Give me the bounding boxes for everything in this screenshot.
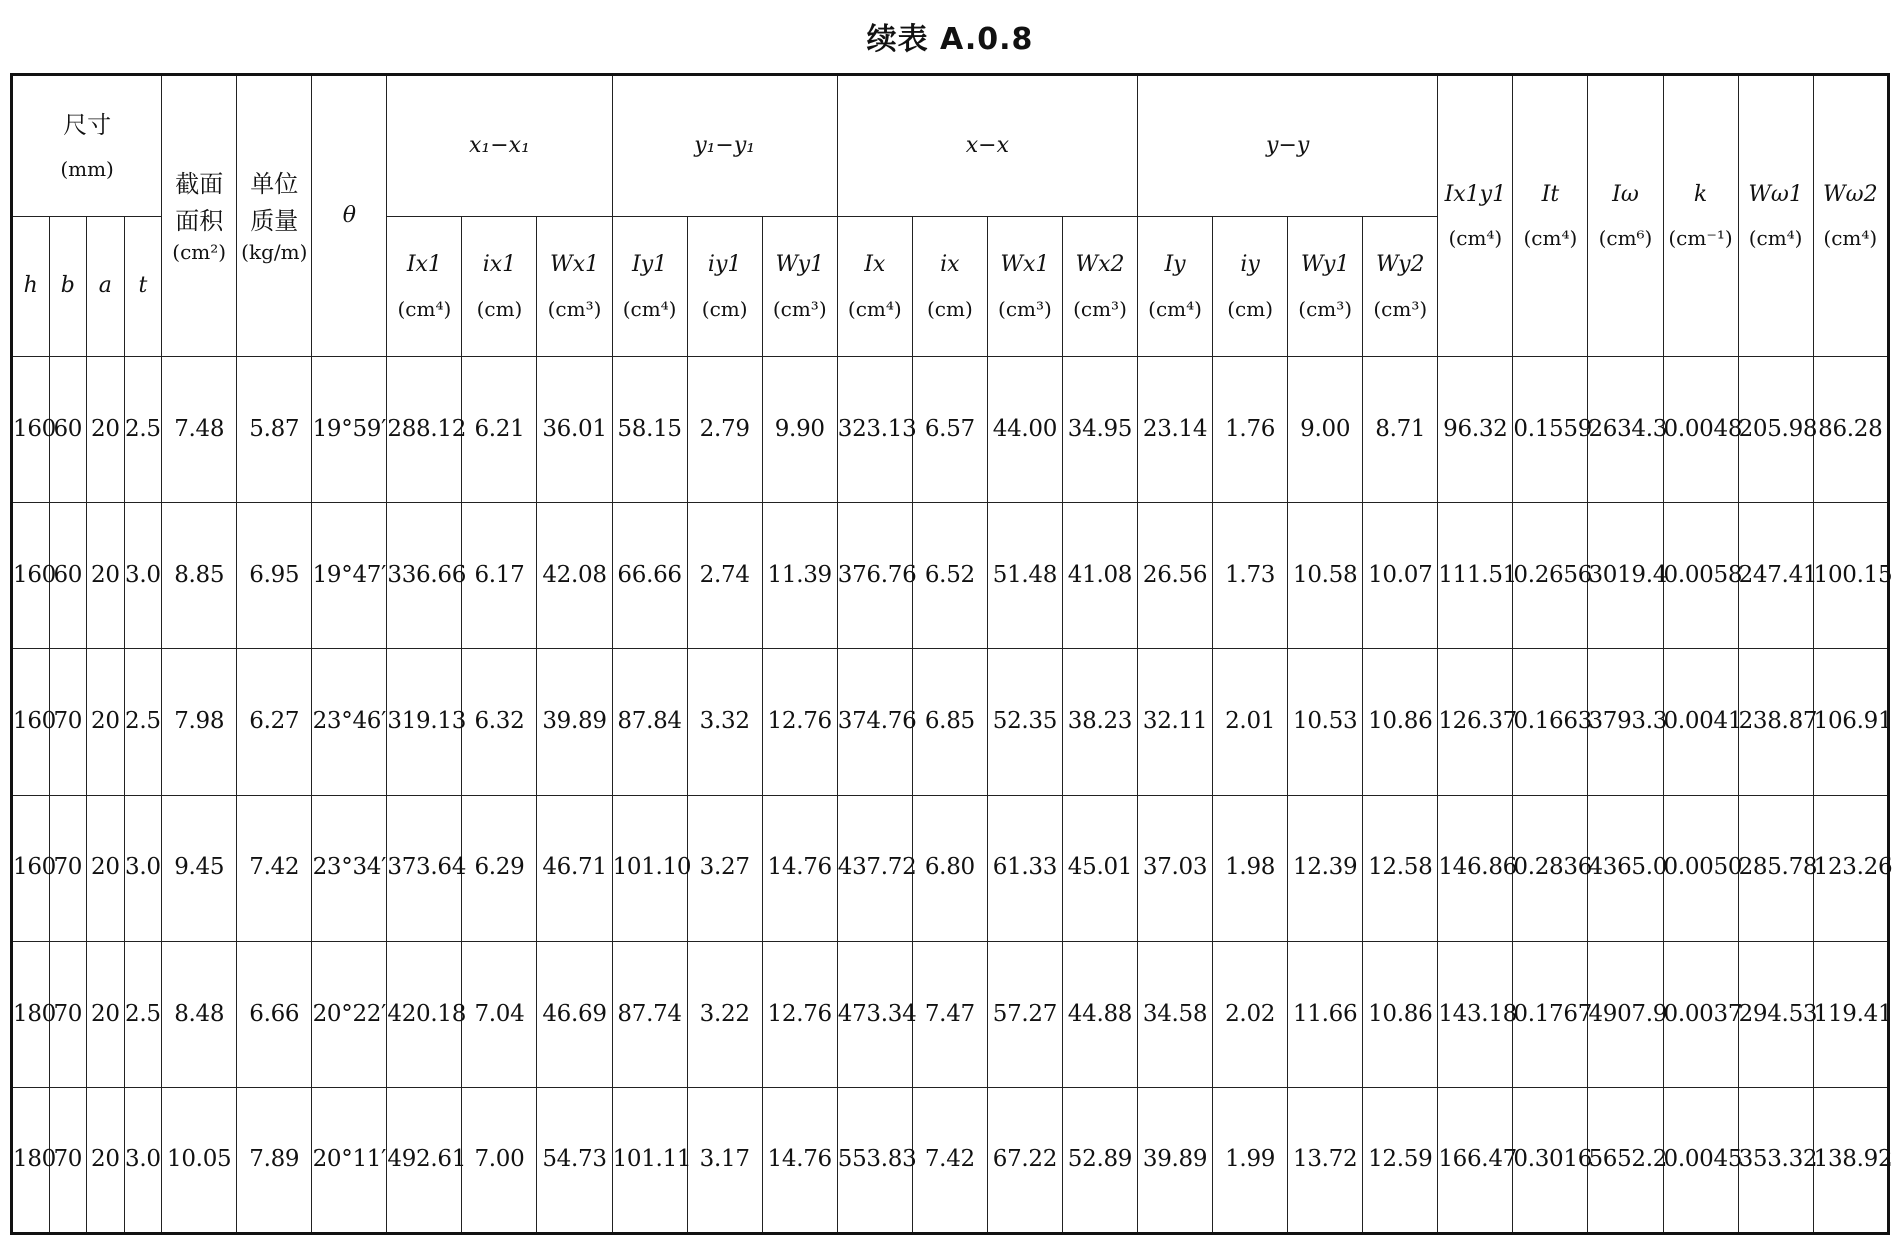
table-cell: 6.57 (912, 357, 987, 503)
subheader-0 (387, 217, 462, 357)
area-header (162, 75, 237, 357)
table-cell: 373.64 (387, 795, 462, 941)
subheader-12 (1288, 217, 1363, 357)
table-cell: 1.99 (1213, 1087, 1288, 1233)
table-cell: 6.29 (462, 795, 537, 941)
subheader-9 (1062, 217, 1137, 357)
subheader-unit-1: (cm) (476, 296, 523, 321)
subheader-unit-8: (cm³) (998, 296, 1052, 321)
table-cell: 44.88 (1062, 941, 1137, 1087)
table-cell: 5.87 (237, 357, 312, 503)
dimensions-unit: (mm) (60, 157, 114, 182)
table-cell: 19°47′ (312, 503, 387, 649)
table-cell: 3019.4 (1588, 503, 1663, 649)
table-cell: 0.0037 (1663, 941, 1738, 1087)
table-cell: 6.66 (237, 941, 312, 1087)
table-cell: 288.12 (387, 357, 462, 503)
table-cell: 100.15 (1813, 503, 1888, 649)
table-cell: 160 (12, 503, 50, 649)
table-title: 续表 A.0.8 (866, 22, 1034, 57)
table-cell: 2.79 (687, 357, 762, 503)
table-cell: 70 (49, 649, 87, 795)
table-cell: 106.91 (1813, 649, 1888, 795)
table-cell: 1.98 (1213, 795, 1288, 941)
table-cell: 4907.9 (1588, 941, 1663, 1087)
table-cell: 20 (87, 357, 125, 503)
right-sym-5: Wω2 (1823, 181, 1878, 207)
subheader-5 (762, 217, 837, 357)
table-cell: 10.58 (1288, 503, 1363, 649)
right-sym-4: Wω1 (1748, 181, 1803, 207)
table-cell: 2.74 (687, 503, 762, 649)
table-cell: 143.18 (1438, 941, 1513, 1087)
table-cell: 123.26 (1813, 795, 1888, 941)
table-cell: 160 (12, 795, 50, 941)
subheader-2 (537, 217, 612, 357)
dimensions-header (12, 75, 162, 217)
table-cell: 41.08 (1062, 503, 1137, 649)
table-cell: 473.34 (837, 941, 912, 1087)
table-row (12, 503, 1889, 649)
table-cell: 66.66 (612, 503, 687, 649)
table-cell: 5652.2 (1588, 1087, 1663, 1233)
table-cell: 323.13 (837, 357, 912, 503)
right-sym-0: Ix1y1 (1444, 181, 1507, 207)
table-cell: 19°59′ (312, 357, 387, 503)
table-cell: 70 (49, 941, 87, 1087)
right-unit-3: (cm⁻¹) (1668, 226, 1733, 251)
subheader-sym-9: Wx2 (1075, 252, 1125, 278)
subheader-unit-6: (cm⁴) (847, 296, 902, 321)
table-cell: 138.92 (1813, 1087, 1888, 1233)
table-cell: 4365.0 (1588, 795, 1663, 941)
table-cell: 166.47 (1438, 1087, 1513, 1233)
right-sym-1: It (1541, 181, 1560, 207)
group-y1-y1: y₁−y₁ (612, 75, 837, 217)
table-cell: 146.86 (1438, 795, 1513, 941)
table-cell: 437.72 (837, 795, 912, 941)
table-row (12, 941, 1889, 1087)
table-cell: 20 (87, 503, 125, 649)
table-cell: 7.47 (912, 941, 987, 1087)
table-cell: 0.1559 (1513, 357, 1588, 503)
table-cell: 46.71 (537, 795, 612, 941)
right-header-5 (1813, 75, 1888, 357)
group-y-y: y−y (1138, 75, 1438, 217)
subheader-sym-12: Wy1 (1300, 252, 1350, 278)
table-cell: 20 (87, 795, 125, 941)
table-cell: 8.85 (162, 503, 237, 649)
table-cell: 376.76 (837, 503, 912, 649)
right-header-2 (1588, 75, 1663, 357)
table-cell: 46.69 (537, 941, 612, 1087)
subheader-sym-3: Iy1 (632, 252, 668, 278)
table-cell: 12.39 (1288, 795, 1363, 941)
mass-unit: (kg/m) (241, 240, 308, 265)
subheader-sym-6: Ix (864, 252, 886, 278)
table-cell: 6.80 (912, 795, 987, 941)
subheader-8 (987, 217, 1062, 357)
subheader-unit-11: (cm) (1227, 296, 1273, 321)
table-cell: 3.22 (687, 941, 762, 1087)
subheader-unit-12: (cm³) (1298, 296, 1353, 321)
table-cell: 3.0 (124, 503, 162, 649)
group-x-x: x−x (837, 75, 1137, 217)
subheader-unit-5: (cm³) (772, 296, 827, 321)
subheader-unit-2: (cm³) (547, 296, 602, 321)
table-cell: 87.74 (612, 941, 687, 1087)
table-cell: 9.45 (162, 795, 237, 941)
table-cell: 294.53 (1738, 941, 1813, 1087)
table-cell: 3.32 (687, 649, 762, 795)
subheader-unit-4: (cm) (701, 296, 748, 321)
table-cell: 10.53 (1288, 649, 1363, 795)
table-cell: 87.84 (612, 649, 687, 795)
table-cell: 39.89 (537, 649, 612, 795)
table-cell: 0.3016 (1513, 1087, 1588, 1233)
mass-header (237, 75, 312, 357)
table-cell: 38.23 (1062, 649, 1137, 795)
table-cell: 1.73 (1213, 503, 1288, 649)
right-header-1 (1513, 75, 1588, 357)
table-cell: 6.85 (912, 649, 987, 795)
table-cell: 6.17 (462, 503, 537, 649)
table-cell: 34.58 (1138, 941, 1213, 1087)
table-row (12, 649, 1889, 795)
subheader-unit-7: (cm) (926, 296, 973, 321)
table-cell: 2.02 (1213, 941, 1288, 1087)
table-cell: 180 (12, 1087, 50, 1233)
right-unit-5: (cm⁴) (1823, 226, 1878, 251)
subheader-sym-4: iy1 (707, 252, 742, 278)
table-cell: 0.2836 (1513, 795, 1588, 941)
table-cell: 7.98 (162, 649, 237, 795)
table-cell: 12.58 (1363, 795, 1438, 941)
table-cell: 60 (49, 357, 87, 503)
table-cell: 0.2656 (1513, 503, 1588, 649)
table-cell: 3.0 (124, 795, 162, 941)
table-cell: 8.48 (162, 941, 237, 1087)
subheader-11 (1213, 217, 1288, 357)
right-unit-1: (cm⁴) (1523, 226, 1578, 251)
subheader-sym-5: Wy1 (775, 252, 824, 278)
table-cell: 12.76 (762, 649, 837, 795)
table-cell: 32.11 (1138, 649, 1213, 795)
table-cell: 160 (12, 357, 50, 503)
subheader-sym-7: ix (940, 252, 960, 278)
right-sym-2: Iω (1612, 181, 1639, 207)
table-cell: 374.76 (837, 649, 912, 795)
table-cell: 353.32 (1738, 1087, 1813, 1233)
subheader-sym-8: Wx1 (1000, 252, 1050, 278)
subheader-sym-11: iy (1240, 252, 1260, 278)
table-cell: 11.39 (762, 503, 837, 649)
right-unit-4: (cm⁴) (1748, 226, 1803, 251)
right-unit-2: (cm⁶) (1598, 226, 1653, 251)
subheader-1 (462, 217, 537, 357)
table-cell: 336.66 (387, 503, 462, 649)
dimensions-label: 尺寸 (63, 110, 112, 139)
table-cell: 58.15 (612, 357, 687, 503)
subheader-10 (1138, 217, 1213, 357)
table-cell: 3.27 (687, 795, 762, 941)
table-cell: 10.86 (1363, 649, 1438, 795)
table-cell: 10.05 (162, 1087, 237, 1233)
table-cell: 492.61 (387, 1087, 462, 1233)
table-cell: 20 (87, 1087, 125, 1233)
subheader-sym-1: ix1 (482, 252, 517, 278)
table-cell: 101.10 (612, 795, 687, 941)
table-cell: 319.13 (387, 649, 462, 795)
table-cell: 6.95 (237, 503, 312, 649)
right-unit-0: (cm⁴) (1448, 226, 1503, 251)
table-cell: 44.00 (987, 357, 1062, 503)
table-cell: 52.89 (1062, 1087, 1137, 1233)
table-cell: 12.59 (1363, 1087, 1438, 1233)
table-cell: 7.42 (912, 1087, 987, 1233)
table-cell: 54.73 (537, 1087, 612, 1233)
table-cell: 3.0 (124, 1087, 162, 1233)
table-cell: 57.27 (987, 941, 1062, 1087)
table-cell: 10.86 (1363, 941, 1438, 1087)
table-cell: 111.51 (1438, 503, 1513, 649)
table-cell: 20°22′ (312, 941, 387, 1087)
subheader-4 (687, 217, 762, 357)
right-header-0 (1438, 75, 1513, 357)
table-cell: 36.01 (537, 357, 612, 503)
table-cell: 10.07 (1363, 503, 1438, 649)
table-cell: 7.42 (237, 795, 312, 941)
table-cell: 70 (49, 1087, 87, 1233)
theta-header: θ (312, 75, 387, 357)
table-cell: 7.48 (162, 357, 237, 503)
right-header-4 (1738, 75, 1813, 357)
table-cell: 42.08 (537, 503, 612, 649)
table-row (12, 795, 1889, 941)
area-label: 截面面积 (175, 169, 224, 235)
table-cell: 9.90 (762, 357, 837, 503)
table-cell: 20 (87, 941, 125, 1087)
table-cell: 101.11 (612, 1087, 687, 1233)
table-cell: 0.0050 (1663, 795, 1738, 941)
table-cell: 1.76 (1213, 357, 1288, 503)
table-cell: 7.04 (462, 941, 537, 1087)
table-cell: 119.41 (1813, 941, 1888, 1087)
table-cell: 14.76 (762, 1087, 837, 1233)
table-cell: 126.37 (1438, 649, 1513, 795)
subheader-unit-9: (cm³) (1073, 296, 1127, 321)
subheader-sym-13: Wy2 (1375, 252, 1425, 278)
table-cell: 39.89 (1138, 1087, 1213, 1233)
table-cell: 2.5 (124, 649, 162, 795)
table-cell: 553.83 (837, 1087, 912, 1233)
mass-label: 单位质量 (250, 169, 299, 235)
subheader-unit-3: (cm⁴) (622, 296, 677, 321)
table-cell: 51.48 (987, 503, 1062, 649)
subheader-sym-0: Ix1 (406, 252, 442, 278)
table-cell: 6.21 (462, 357, 537, 503)
table-cell: 14.76 (762, 795, 837, 941)
right-header-3 (1663, 75, 1738, 357)
area-unit: (cm²) (172, 240, 227, 265)
table-cell: 0.1767 (1513, 941, 1588, 1087)
right-sym-3: k (1693, 181, 1708, 207)
table-cell: 0.0041 (1663, 649, 1738, 795)
table-cell: 67.22 (987, 1087, 1062, 1233)
table-cell: 3.17 (687, 1087, 762, 1233)
group-x1-x1: x₁−x₁ (387, 75, 612, 217)
table-cell: 0.0045 (1663, 1087, 1738, 1233)
dim-t: t (124, 217, 162, 357)
table-cell: 34.95 (1062, 357, 1137, 503)
table-cell: 7.00 (462, 1087, 537, 1233)
dim-a: a (87, 217, 125, 357)
table-row (12, 357, 1889, 503)
table-cell: 247.41 (1738, 503, 1813, 649)
subheader-unit-13: (cm³) (1373, 296, 1428, 321)
table-cell: 6.52 (912, 503, 987, 649)
table-cell: 2.5 (124, 357, 162, 503)
table-cell: 52.35 (987, 649, 1062, 795)
table-cell: 7.89 (237, 1087, 312, 1233)
table-cell: 26.56 (1138, 503, 1213, 649)
dim-h: h (12, 217, 50, 357)
table-cell: 6.27 (237, 649, 312, 795)
table-cell: 205.98 (1738, 357, 1813, 503)
table-cell: 0.1663 (1513, 649, 1588, 795)
table-cell: 37.03 (1138, 795, 1213, 941)
subheader-7 (912, 217, 987, 357)
table-cell: 2.5 (124, 941, 162, 1087)
table-cell: 45.01 (1062, 795, 1137, 941)
table-cell: 0.0058 (1663, 503, 1738, 649)
table-cell: 238.87 (1738, 649, 1813, 795)
table-cell: 12.76 (762, 941, 837, 1087)
table-cell: 61.33 (987, 795, 1062, 941)
table-cell: 13.72 (1288, 1087, 1363, 1233)
table-cell: 3793.3 (1588, 649, 1663, 795)
table-cell: 60 (49, 503, 87, 649)
table-cell: 2634.3 (1588, 357, 1663, 503)
table-cell: 9.00 (1288, 357, 1363, 503)
table-cell: 20°11′ (312, 1087, 387, 1233)
table-cell: 420.18 (387, 941, 462, 1087)
table-cell: 160 (12, 649, 50, 795)
subheader-unit-0: (cm⁴) (397, 296, 452, 321)
subheader-13 (1363, 217, 1438, 357)
table-cell: 70 (49, 795, 87, 941)
table-cell: 20 (87, 649, 125, 795)
table-cell: 23.14 (1138, 357, 1213, 503)
subheader-sym-10: Iy (1164, 252, 1186, 278)
subheader-unit-10: (cm⁴) (1148, 296, 1202, 321)
table-cell: 11.66 (1288, 941, 1363, 1087)
section-properties-table (10, 73, 1893, 1235)
table-cell: 8.71 (1363, 357, 1438, 503)
table-cell: 285.78 (1738, 795, 1813, 941)
dim-b: b (49, 217, 87, 357)
table-cell: 96.32 (1438, 357, 1513, 503)
table-cell: 23°46′ (312, 649, 387, 795)
subheader-3 (612, 217, 687, 357)
table-cell: 86.28 (1813, 357, 1888, 503)
table-cell: 2.01 (1213, 649, 1288, 795)
table-cell: 23°34′ (312, 795, 387, 941)
table-row (12, 1087, 1889, 1233)
table-cell: 180 (12, 941, 50, 1087)
table-cell: 6.32 (462, 649, 537, 795)
table-cell: 0.0048 (1663, 357, 1738, 503)
subheader-6 (837, 217, 912, 357)
subheader-sym-2: Wx1 (550, 252, 600, 278)
